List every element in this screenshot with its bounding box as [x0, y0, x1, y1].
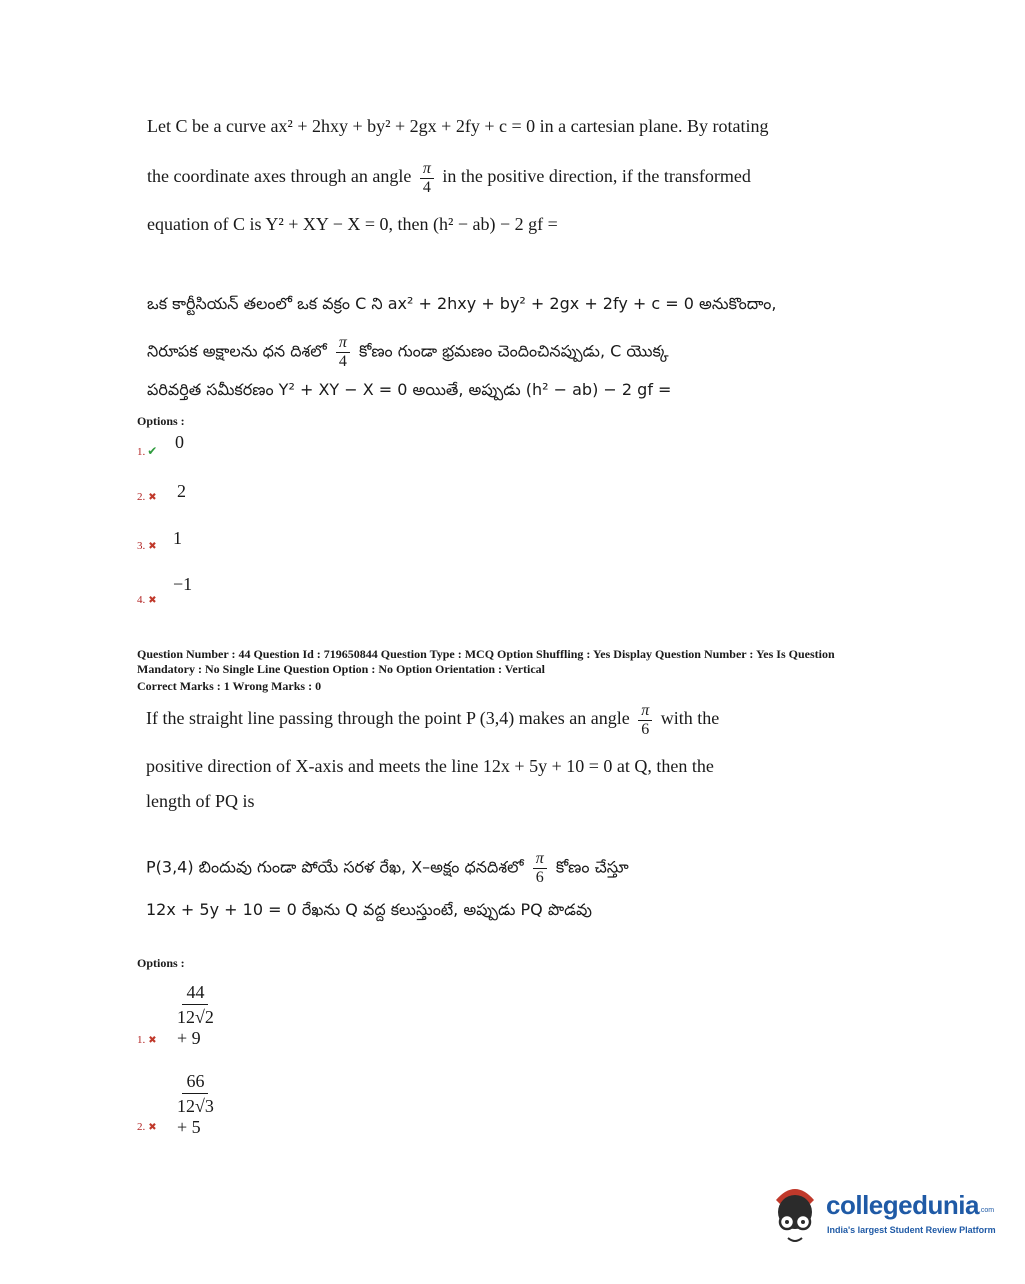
q43-en-line2 — [147, 160, 751, 196]
option-value: 0 — [175, 432, 184, 452]
q44-te-line1 — [146, 850, 629, 886]
collegedunia-logo[interactable] — [766, 1178, 996, 1250]
option-numerator: 66 — [182, 1071, 208, 1094]
q44-angle-num: π — [638, 702, 652, 721]
q43-te-line1: ఒక కార్టీసియన్ తలంలో ఒక వక్రం C ని ax² + 2hxy + by² + 2gx + 2fy + c = 0 అనుకొందాం, — [147, 294, 777, 313]
option-denominator: 12√3 + 5 — [177, 1095, 214, 1138]
cross-icon: ✖ — [148, 1122, 157, 1133]
logo-name: collegedunia — [826, 1190, 979, 1220]
option-value: −1 — [173, 574, 193, 594]
cross-icon: ✖ — [148, 492, 157, 503]
mascot-icon — [766, 1178, 824, 1250]
q44-en-line2: positive direction of X-axis and meets the line 12x + 5y + 10 = 0 at Q, then the — [146, 756, 714, 776]
q44-en-line1a: If the straight line passing through the point P (3,4) makes an angle — [146, 708, 630, 729]
q43-en-line3: equation of C is Y² + XY − X = 0, then (h² − ab) − 2 gf = — [147, 214, 558, 234]
q44-te-angle-den: 6 — [535, 868, 544, 886]
q43-angle-fraction — [420, 160, 434, 196]
option-value: 1 — [173, 528, 182, 548]
option-fraction — [173, 982, 218, 1050]
q43-te-line2b: కోణం గుండా భ్రమణం చెందించినప్పుడు, C యొక్క — [358, 341, 669, 361]
cross-icon: ✖ — [148, 541, 157, 552]
option-value: 2 — [177, 481, 186, 501]
q44-en-line1b: with the — [660, 708, 720, 729]
logo-suffix: .com — [978, 1206, 995, 1214]
q43-en-line2a: the coordinate axes through an angle — [147, 166, 412, 187]
q44-options-label: Options : — [137, 956, 185, 970]
q43-en-line2b: in the positive direction, if the transformed — [442, 166, 751, 187]
check-icon: ✔ — [147, 444, 158, 458]
q43-te-angle-num: π — [336, 334, 350, 353]
q43-te-line2 — [147, 334, 669, 370]
option-fraction — [173, 1071, 218, 1139]
option-denominator: 12√2 + 9 — [177, 1006, 214, 1049]
q44-angle-fraction — [638, 702, 652, 738]
q44-en-line3: length of PQ is — [146, 791, 255, 811]
q44-te-angle-num: π — [533, 850, 547, 869]
logo-tagline: India's largest Student Review Platform — [827, 1225, 996, 1235]
option-number: 3. — [137, 540, 146, 552]
q44-angle-den: 6 — [641, 720, 650, 738]
q44-meta-line3: Correct Marks : 1 Wrong Marks : 0 — [137, 679, 322, 693]
q43-options-label: Options : — [137, 414, 185, 428]
q43-te-angle-den: 4 — [338, 352, 347, 370]
q43-angle-den: 4 — [422, 178, 431, 196]
q44-en-line1 — [146, 702, 719, 738]
q44-te-angle-fraction — [533, 850, 547, 886]
option-numerator: 44 — [182, 982, 208, 1005]
q43-te-line2a: నిరూపక అక్షాలను ధన దిశలో — [147, 341, 327, 361]
q43-te-angle-fraction — [336, 334, 350, 370]
q43-te-line3: పరివర్తిత సమీకరణం Y² + XY − X = 0 అయితే, అప్పుడు (h² − ab) − 2 gf = — [147, 380, 672, 399]
option-number: 4. — [137, 594, 146, 606]
q43-en-line1: Let C be a curve ax² + 2hxy + by² + 2gx + 2fy + c = 0 in a cartesian plane. By rotating — [147, 116, 769, 136]
option-number: 2. — [137, 1121, 146, 1133]
q44-te-line2: 12x + 5y + 10 = 0 రేఖను Q వద్ద కలుస్తుంటే, అప్పుడు PQ పొడవు — [146, 900, 592, 919]
q44-meta-line1: Question Number : 44 Question Id : 719650844 Question Type : MCQ Option Shuffling : Yes Display Question Number : Yes Is Question — [137, 647, 835, 661]
q44-te-line1b: కోణం చేస్తూ — [555, 857, 629, 877]
option-number: 1. — [137, 446, 146, 458]
option-number: 2. — [137, 491, 146, 503]
cross-icon: ✖ — [148, 1035, 157, 1046]
cross-icon: ✖ — [148, 595, 157, 606]
q44-meta-line2: Mandatory : No Single Line Question Option : No Option Orientation : Vertical — [137, 662, 546, 676]
q44-te-line1a: P(3,4) బిందువు గుండా పోయే సరళ రేఖ, X–అక్షం ధనదిశలో — [146, 857, 524, 877]
q43-angle-num: π — [420, 160, 434, 179]
option-number: 1. — [137, 1034, 146, 1046]
